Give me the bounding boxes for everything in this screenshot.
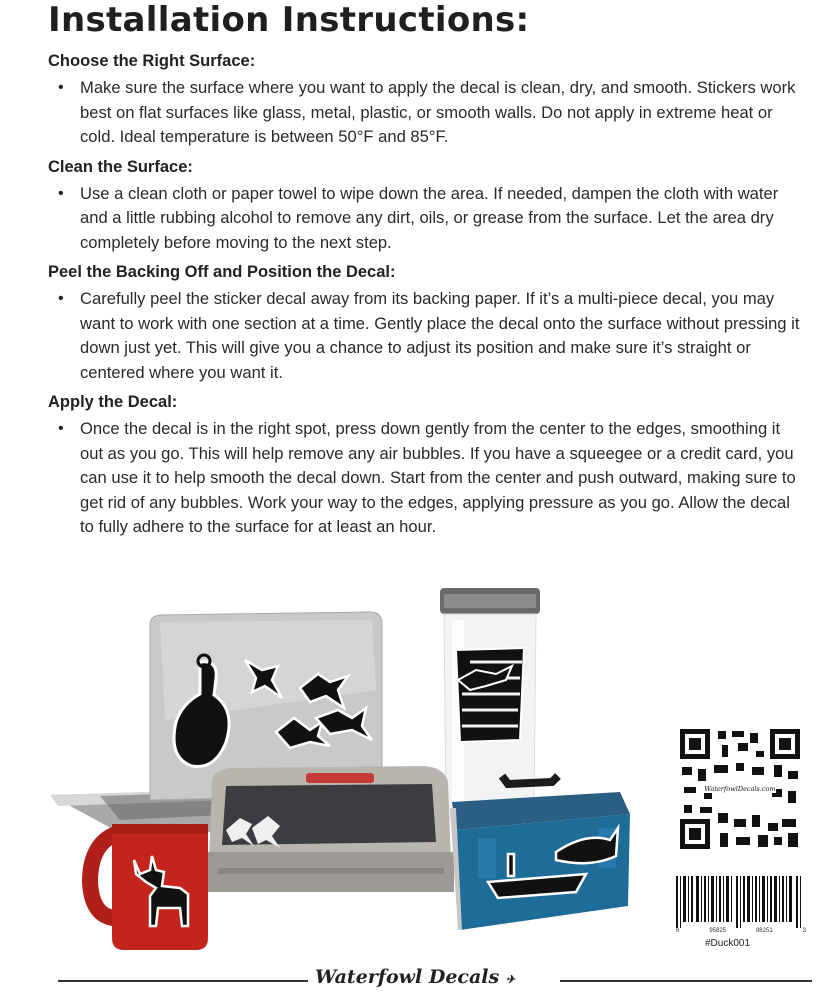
barcode-digit: 95825 [709,928,726,934]
bullet-dot-icon: • [58,420,64,437]
instructions [48,50,818,546]
flag-duck-sticker [456,648,524,742]
barcode-digit: 3 [802,928,806,934]
page-title: Installation Instructions: [48,0,530,40]
footer-rule-left [58,980,308,982]
bullet-clean [58,182,818,256]
brand-logo [312,966,518,988]
section-heading-peel: Peel the Backing Off and Position the Decal: [48,263,396,281]
bullet-apply [58,417,818,540]
barcode-digit: 6 [676,928,680,934]
bullet-dot-icon: • [58,290,64,307]
bullet-dot-icon: • [58,79,64,96]
barcode-digits [676,928,806,934]
bullet-dot-icon: • [58,184,64,202]
red-mug-illustration [90,824,208,950]
qr-caption: WaterfowlDecals.com [704,785,776,793]
footer-rule-right [560,980,812,982]
bullet-text: Use a clean cloth or paper towel to wipe down the area. If needed, dampen the cloth with water and a little rubbing alcohol to remove any dirt, oils, or grease from the surface. Let the area dry completely before moving to the next step. [80,183,779,252]
bullet-text: Once the decal is in the right spot, press down gently from the center to the edges, smoothing it out as you go. This will help remove any air bubbles. If you have a squeegee or a credit card, you can use it to help smooth the decal down. Start from the center and push outward, making sure to get rid of any bubbles. Work your way to the edges, applying pressure as you go. Allow the decal to fully adhere to the surface for at least an hour. [80,419,796,536]
bullet-text: Carefully peel the sticker decal away from its backing paper. If it’s a multi-piece decal, you may want to work with one section at a time. Gently place the decal onto the surface without pressing it down just yet. This will give you a chance to adjust its position and make sure it’s straight or centered where you want it. [80,289,800,382]
duck-logo-icon: ✈ [505,973,516,986]
bullet-peel [58,287,818,385]
section-heading-apply: Apply the Decal: [48,393,178,411]
barcode [672,876,806,928]
section-heading-surface: Choose the Right Surface: [48,52,256,70]
sku-label: #Duck001 [705,938,751,949]
barcode-digit: 88251 [755,928,773,934]
section-heading-clean: Clean the Surface: [48,157,193,176]
bullet-surface [58,76,818,150]
bullet-text: Make sure the surface where you want to apply the decal is clean, dry, and smooth. Stickers work best on flat surfaces like glass, metal, plastic, or smooth walls. Do not apply in extreme heat or cold. Ideal temperature is between 50°F and 85°F. [80,78,796,146]
brand-name: Waterfowl Decals [314,966,500,988]
